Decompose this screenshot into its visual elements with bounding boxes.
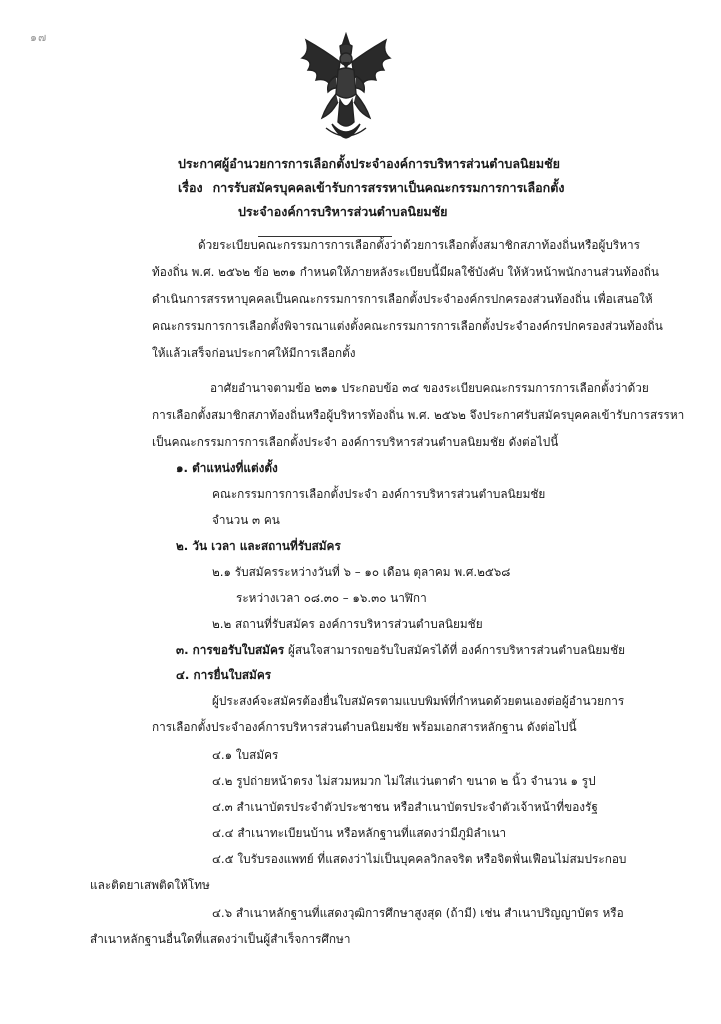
- section-4-intro: การเลือกตั้งประจำองค์การบริหารส่วนตำบลนิยมชัย พร้อมเอกสารหลักฐาน ดังต่อไปนี้: [152, 720, 577, 734]
- garuda-emblem-icon: [296, 32, 396, 144]
- section-1-line: จำนวน ๓ คน: [212, 513, 280, 527]
- section-4-item: ๔.๕ ใบรับรองแพทย์ ที่แสดงว่าไม่เป็นบุคคลวิกลจริต หรือจิตฟั่นเฟือนไม่สมประกอบ: [212, 852, 627, 866]
- subject-text: การรับสมัครบุคคลเข้ารับการสรรหาเป็นคณะกรรมการการเลือกตั้ง: [212, 180, 565, 195]
- section-3-line: [176, 640, 625, 660]
- paragraph-1-line: ท้องถิ่น พ.ศ. ๒๕๖๒ ข้อ ๒๓๑ กำหนดให้ภายหลังระเบียบนี้มีผลใช้บังคับ ให้หัวหน้าพนักงานส่วนท้องถิ่น: [152, 265, 659, 279]
- section-3-title: ๓. การขอรับใบสมัคร: [176, 643, 285, 657]
- section-2-item: ระหว่างเวลา ๐๘.๓๐ – ๑๖.๓๐ นาฬิกา: [236, 591, 427, 605]
- paragraph-2-line: เป็นคณะกรรมการการเลือกตั้งประจำ องค์การบริหารส่วนตำบลนิยมชัย ดังต่อไปนี้: [152, 435, 559, 449]
- heading-line-2: [178, 176, 564, 200]
- corner-mark: ๑๗: [30, 31, 48, 44]
- paragraph-1-line: ด้วยระเบียบคณะกรรมการการเลือกตั้งว่าด้วยการเลือกตั้งสมาชิกสภาท้องถิ่นหรือผู้บริหาร: [198, 238, 640, 252]
- section-4-item-cont: สำเนาหลักฐานอื่นใดที่แสดงว่าเป็นผู้สำเร็จการศึกษา: [90, 932, 351, 946]
- section-2-item: ๒.๑ รับสมัครระหว่างวันที่ ๖ – ๑๐ เดือน ตุลาคม พ.ศ.๒๕๖๘: [212, 565, 511, 579]
- paragraph-1-line: คณะกรรมการการเลือกตั้งพิจารณาแต่งตั้งคณะกรรมการการเลือกตั้งประจำองค์กรปกครองส่วนท้องถิ่น: [152, 319, 663, 333]
- heading-line-3: ประจำองค์การบริหารส่วนตำบลนิยมชัย: [238, 204, 448, 219]
- section-3-text: ผู้สนใจสามารถขอรับใบสมัครได้ที่ องค์การบริหารส่วนตำบลนิยมชัย: [287, 643, 626, 657]
- section-1-line: คณะกรรมการการเลือกตั้งประจำ องค์การบริหารส่วนตำบลนิยมชัย: [212, 487, 546, 501]
- section-4-item-cont: และติดยาเสพติดให้โทษ: [90, 878, 210, 892]
- section-2-item: ๒.๒ สถานที่รับสมัคร องค์การบริหารส่วนตำบลนิยมชัย: [212, 617, 483, 631]
- section-4-title: ๔. การยื่นใบสมัคร: [176, 668, 272, 682]
- section-4-item: ๔.๔ สำเนาทะเบียนบ้าน หรือหลักฐานที่แสดงว่ามีภูมิลำเนา: [212, 826, 507, 840]
- heading-line-1: ประกาศผู้อำนวยการการเลือกตั้งประจำองค์การบริหารส่วนตำบลนิยมชัย: [178, 156, 560, 171]
- section-4-item: ๔.๖ สำเนาหลักฐานที่แสดงวุฒิการศึกษาสูงสุด (ถ้ามี) เช่น สำเนาปริญญาบัตร หรือ: [212, 906, 624, 920]
- paragraph-1-line: ให้แล้วเสร็จก่อนประกาศให้มีการเลือกตั้ง: [152, 346, 356, 360]
- section-4-intro: ผู้ประสงค์จะสมัครต้องยื่นใบสมัครตามแบบพิมพ์ที่กำหนดด้วยตนเองต่อผู้อำนวยการ: [212, 694, 625, 708]
- paragraph-1-line: ดำเนินการสรรหาบุคคลเป็นคณะกรรมการการเลือกตั้งประจำองค์กรปกครองส่วนท้องถิ่น เพื่อเสนอให้: [152, 292, 653, 306]
- section-4-item: ๔.๑ ใบสมัคร: [212, 748, 279, 762]
- section-2-title: ๒. วัน เวลา และสถานที่รับสมัคร: [176, 539, 341, 553]
- paragraph-2-line: การเลือกตั้งสมาชิกสภาท้องถิ่นหรือผู้บริหารท้องถิ่น พ.ศ. ๒๕๖๒ จึงประกาศรับสมัครบุคคลเข้ารับการสรรหา: [152, 408, 685, 422]
- section-1-title: ๑. ตำแหน่งที่แต่งตั้ง: [176, 461, 278, 475]
- subject-label: เรื่อง: [178, 180, 203, 195]
- paragraph-2-line: อาศัยอำนาจตามข้อ ๒๓๑ ประกอบข้อ ๓๔ ของระเบียบคณะกรรมการการเลือกตั้งว่าด้วย: [210, 381, 649, 395]
- section-4-item: ๔.๓ สำเนาบัตรประจำตัวประชาชน หรือสำเนาบัตรประจำตัวเจ้าหน้าที่ของรัฐ: [212, 800, 598, 814]
- section-4-item: ๔.๒ รูปถ่ายหน้าตรง ไม่สวมหมวก ไม่ใส่แว่นตาดำ ขนาด ๒ นิ้ว จำนวน ๑ รูป: [212, 774, 596, 788]
